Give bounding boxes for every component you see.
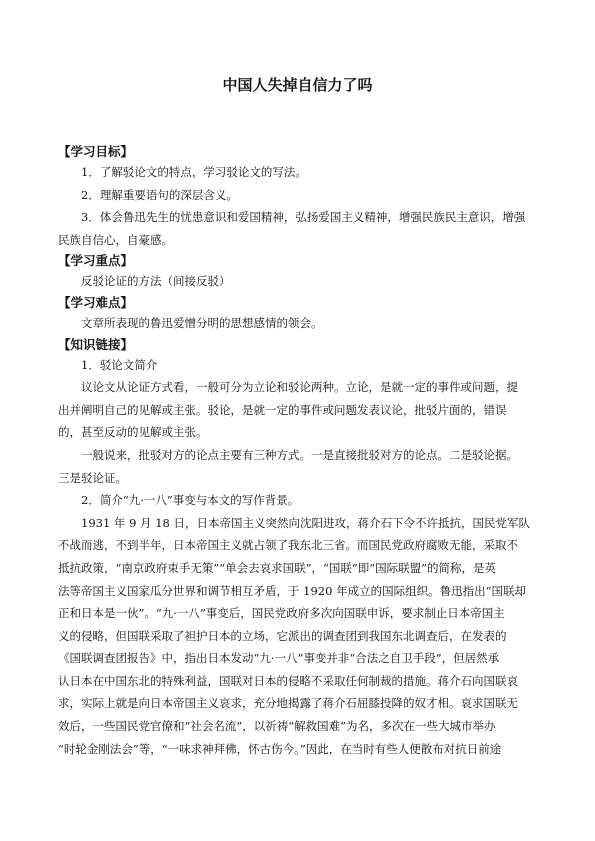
paragraph-line: 1．了解驳论文的特点，学习驳论文的写法。 <box>81 165 307 179</box>
paragraph-line: 三是驳论证。 <box>58 470 127 485</box>
paragraph-line: 议论文从论证方式看，一般可分为立论和驳论两种。立论，是就一定的事件或问题，提 <box>81 380 518 395</box>
paragraph-line: 不战而逃，不到半年，日本帝国主义就占领了我东北三省。而国民党政府腐败无能，采取不 <box>58 538 518 553</box>
paragraph-line: “时轮金刚法会”等，“一味求神拜佛，怀古伤今。”因此，在当时有些人便散布对抗日前途 <box>58 741 502 756</box>
paragraph-line: 义的侵略，但国联采取了袒护日本的立场，它派出的调查团到我国东北调查后，在发表的 <box>58 628 507 643</box>
section-heading: 【学习重点】 <box>58 253 134 269</box>
section-heading: 【学习目标】 <box>58 144 134 159</box>
paragraph-line: 2．理解重要语句的深层含义。 <box>81 187 238 202</box>
section-difficulties <box>58 293 540 335</box>
paragraph-line: 文章所表现的鲁迅爱憎分明的思想感情的领会。 <box>81 315 323 330</box>
paragraph-line: 民族自信心，自豪感。 <box>58 232 173 247</box>
paragraph-line: 1．驳论文简介 <box>81 357 158 372</box>
page-title: 中国人失掉自信力了吗 <box>222 76 373 94</box>
paragraph-line: 3．体会鲁迅先生的忧患意识和爱国精神，弘扬爱国主义精神，增强民族民主意识，增强 <box>81 210 526 225</box>
paragraph-line: 反驳论证的方法（间接反驳） <box>81 274 231 289</box>
paragraph-line: 2．简介“九·一八”事变与本文的写作背景。 <box>81 493 300 508</box>
paragraph-line: 《国联调查团报告》中，指出日本发动“九·一八”事变并非“合法之自卫手段”，但居然承 <box>58 651 500 666</box>
section-heading: 【学习难点】 <box>58 294 134 310</box>
paragraph-line: 1931 年 9 月 18 日，日本帝国主义突然向沈阳进攻，蒋介石下令不许抵抗，国民党军队 <box>81 515 530 530</box>
document-body <box>58 142 540 760</box>
paragraph-line: 法等帝国主义国家瓜分世界和调节相互矛盾，于 1920 年成立的国际组织。鲁迅指出“国联却 <box>58 583 526 598</box>
paragraph-line: 抵抗政策，“南京政府束手无策”“单会去哀求国联”，“国联”即“国际联盟”的简称，是英 <box>58 560 497 575</box>
paragraph-line: 的，甚至反动的见解或主张。 <box>58 425 208 440</box>
paragraph-line: 求，实际上就是向日本帝国主义哀求，充分地揭露了蒋介石屈膝投降的奴才相。哀求国联无 <box>58 696 518 711</box>
paragraph-line: 一般说来，批驳对方的论点主要有三种方式。一是直接批驳对方的论点。二是驳论据。 <box>81 447 518 462</box>
section-knowledge-link <box>58 335 540 761</box>
section-heading: 【知识链接】 <box>58 336 134 352</box>
paragraph-line: 效后，一些国民党官僚和“社会名流”，以祈祷“解救国难”为名，多次在一些大城市举办 <box>58 719 496 734</box>
paragraph-line: 正和日本是一伙”。“九·一八”事变后，国民党政府多次向国联申诉，要求制止日本帝国主 <box>58 606 505 621</box>
section-learning-goals <box>58 142 540 251</box>
paragraph-line: 出并阐明自己的见解或主张。驳论，是就一定的事件或问题发表议论，批驳片面的，错误 <box>58 402 507 417</box>
section-key-points <box>58 251 540 293</box>
paragraph-line: 认日本在中国东北的特殊利益，国联对日本的侵略不采取任何制裁的措施。蒋介石向国联哀 <box>58 673 518 688</box>
